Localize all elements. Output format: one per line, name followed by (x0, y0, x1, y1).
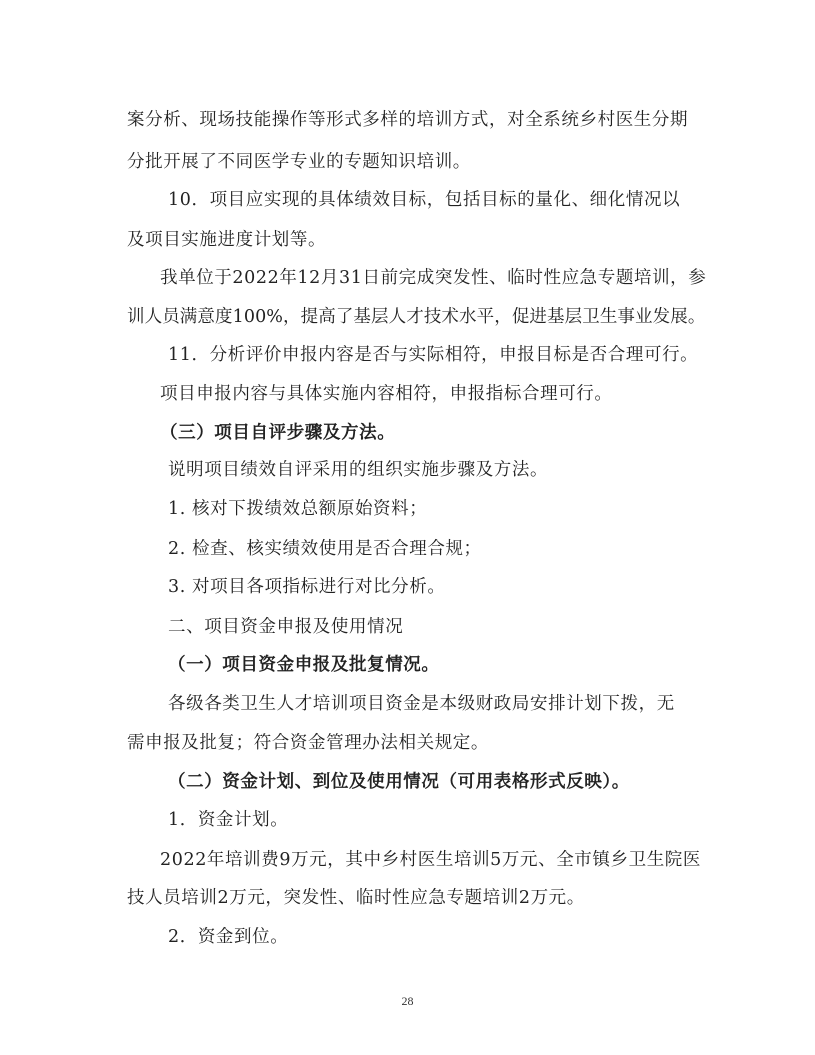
paragraph-line: 需申报及批复；符合资金管理办法相关规定。 (127, 733, 489, 753)
paragraph-line: 10．项目应实现的具体绩效目标，包括目标的量化、细化情况以 (168, 190, 681, 210)
list-item: 1．资金计划。 (168, 810, 289, 830)
paragraph-line: 各级各类卫生人才培训项目资金是本级财政局安排计划下拨，无 (168, 694, 675, 714)
paragraph-line: 训人员满意度100%，提高了基层人才技术水平，促进基层卫生事业发展。 (127, 307, 706, 327)
paragraph-line: 我单位于2022年12月31日前完成突发性、临时性应急专题培训，参 (160, 268, 707, 288)
list-item: 1. 核对下拨绩效总额原始资料； (168, 499, 428, 519)
paragraph-line: 说明项目绩效自评采用的组织实施步骤及方法。 (168, 460, 549, 480)
section-heading: （二）资金计划、到位及使用情况（可用表格形式反映）。 (168, 772, 630, 792)
list-item: 3. 对项目各项指标进行对比分析。 (168, 577, 446, 597)
list-item: 2．资金到位。 (168, 927, 289, 947)
section-heading: （三）项目自评步骤及方法。 (160, 423, 396, 443)
list-item: 2. 检查、核实绩效使用是否合理合规； (168, 539, 482, 559)
paragraph-line: 及项目实施进度计划等。 (127, 230, 327, 250)
paragraph-line: 项目申报内容与具体实施内容相符，申报指标合理可行。 (160, 384, 613, 404)
paragraph-line: 2022年培训费9万元，其中乡村医生培训5万元、全市镇乡卫生院医 (160, 850, 702, 870)
paragraph-line: 案分析、现场技能操作等形式多样的培训方式，对全系统乡村医生分期 (127, 110, 689, 130)
paragraph-line: 技人员培训2万元，突发性、临时性应急专题培训2万元。 (127, 888, 585, 908)
paragraph-line: 分批开展了不同医学专业的专题知识培训。 (127, 152, 471, 172)
section-heading: （一）项目资金申报及批复情况。 (168, 655, 440, 675)
page-number: 28 (401, 994, 414, 1008)
chapter-heading: 二、项目资金申报及使用情况 (168, 617, 404, 637)
paragraph-line: 11．分析评价申报内容是否与实际相符，申报目标是否合理可行。 (168, 345, 699, 365)
